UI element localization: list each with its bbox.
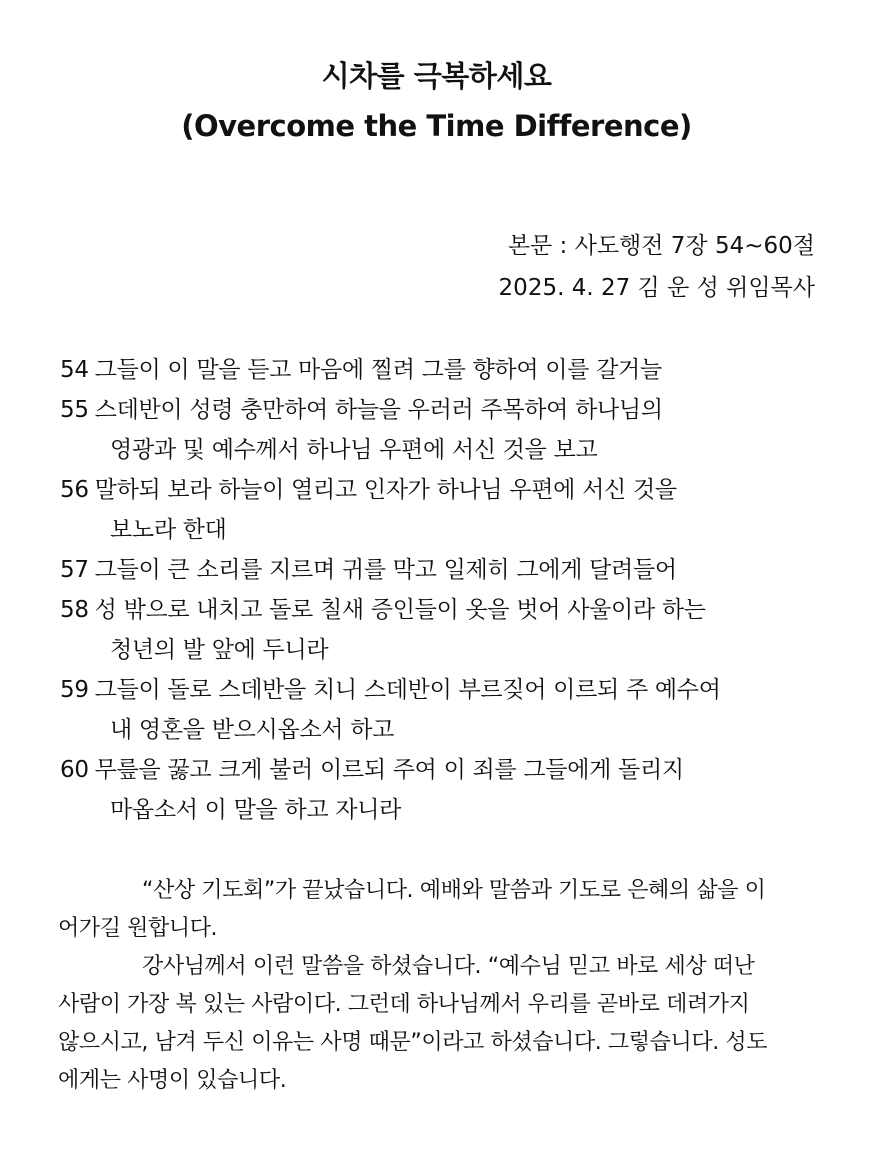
- verse-text: 말하되 보라 하늘이 열리고 인자가 하나님 우편에 서신 것을: [94, 477, 677, 503]
- verse-text: 그들이 이 말을 듣고 마음에 찔려 그를 향하여 이를 갈거늘: [94, 357, 662, 383]
- verse-number: 56: [60, 477, 89, 503]
- verse-line: [60, 750, 830, 790]
- sermon-title-korean: 시차를 극복하세요: [321, 59, 552, 93]
- verse-line: [60, 670, 830, 710]
- verse-continuation: 보노라 한대: [110, 517, 227, 543]
- paragraph-line: 어가길 원합니다.: [58, 916, 218, 941]
- scripture-passage: 본문 : 사도행전 7장 54~60절: [507, 233, 815, 259]
- verse-text: 그들이 돌로 스데반을 치니 스데반이 부르짖어 이르되 주 예수여: [94, 677, 721, 703]
- sermon-title-english: (Overcome the Time Difference): [181, 109, 692, 143]
- verse-number: 60: [60, 757, 89, 783]
- verse-number: 57: [60, 557, 89, 583]
- paragraph-line: 않으시고, 남겨 두신 이유는 사명 때문”이라고 하셨습니다. 그렇습니다. 성도: [58, 1030, 768, 1055]
- verse-text: 성 밖으로 내치고 돌로 칠새 증인들이 옷을 벗어 사울이라 하는: [94, 597, 706, 623]
- verse-text: 그들이 큰 소리를 지르며 귀를 막고 일제히 그에게 달려들어: [94, 557, 677, 583]
- verse-continuation: 내 영혼을 받으시옵소서 하고: [110, 717, 395, 743]
- verse-continuation: 영광과 및 예수께서 하나님 우편에 서신 것을 보고: [110, 437, 598, 463]
- verse-number: 55: [60, 397, 89, 423]
- verse-continuation: 마옵소서 이 말을 하고 자니라: [110, 797, 402, 823]
- verse-line: [60, 470, 830, 510]
- date-and-preacher: 2025. 4. 27 김 운 성 위임목사: [498, 275, 815, 301]
- sermon-body: [58, 872, 818, 1100]
- verse-line: [60, 390, 830, 430]
- paragraph-line: 강사님께서 이런 말씀을 하셨습니다. “예수님 믿고 바로 세상 떠난: [142, 954, 755, 979]
- paragraph-line: “산상 기도회”가 끝났습니다. 예배와 말씀과 기도로 은혜의 삶을 이: [142, 878, 766, 903]
- verse-continuation: 청년의 발 앞에 두니라: [110, 637, 329, 663]
- paragraph-line: 사람이 가장 복 있는 사람이다. 그런데 하나님께서 우리를 곧바로 데려가지: [58, 992, 750, 1017]
- verse-line: [60, 350, 830, 390]
- verse-number: 54: [60, 357, 89, 383]
- verse-line: [60, 590, 830, 630]
- verse-number: 58: [60, 597, 89, 623]
- verse-line: [60, 550, 830, 590]
- verse-text: 무릎을 꿇고 크게 불러 이르되 주여 이 죄를 그들에게 돌리지: [94, 757, 684, 783]
- verse-number: 59: [60, 677, 89, 703]
- verse-text: 스데반이 성령 충만하여 하늘을 우러러 주목하여 하나님의: [94, 397, 663, 423]
- paragraph-line: 에게는 사명이 있습니다.: [58, 1068, 287, 1093]
- scripture-verses: [60, 350, 830, 830]
